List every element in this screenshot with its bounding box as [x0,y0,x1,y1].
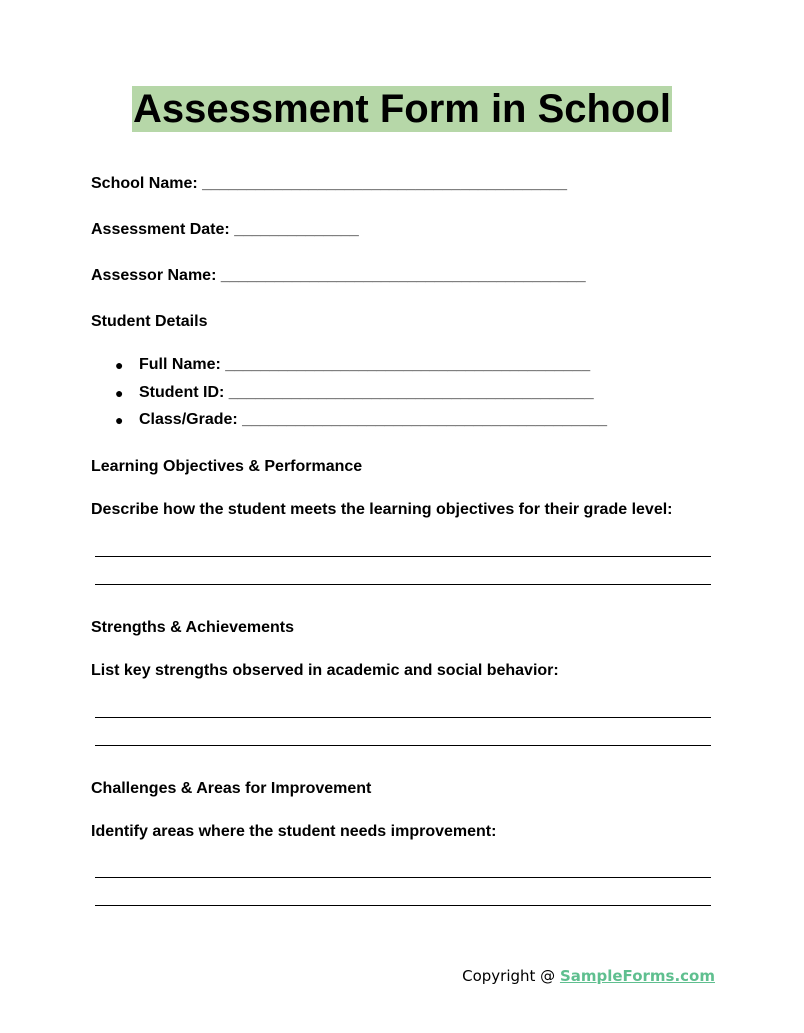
assessment-date-blank[interactable]: ______________ [234,221,359,238]
strengths-prompt: List key strengths observed in academic and social behavior: [91,662,559,679]
list-item-class-grade[interactable] [91,410,607,438]
bullet-icon: ● [115,384,124,401]
list-item-student-id[interactable] [91,383,607,411]
assessment-date-field[interactable] [91,220,359,240]
school-name-label: School Name: [91,175,198,192]
copyright-text: Copyright @ [462,967,560,985]
page-title: Assessment Form in School [133,87,671,131]
answer-line[interactable] [95,584,711,585]
assessor-name-blank[interactable]: _________________________________________ [220,267,586,284]
class-grade-label: Class/Grade: [139,411,238,428]
challenges-heading: Challenges & Areas for Improvement [91,780,372,797]
brand-link[interactable]: SampleForms.com [559,967,715,985]
list-item-full-name[interactable] [91,355,607,383]
bullet-icon: ● [115,357,124,373]
school-name-blank[interactable]: _________________________________________ [202,175,567,192]
full-name-label: Full Name: [139,356,221,373]
assessment-date-label: Assessment Date: [91,221,230,238]
bullet-icon: ● [115,412,124,428]
assessor-name-label: Assessor Name: [91,267,217,284]
strengths-heading: Strengths & Achievements [91,619,295,636]
answer-line[interactable] [95,877,711,878]
answer-line[interactable] [95,745,711,746]
school-name-field[interactable] [91,174,567,194]
learning-objectives-prompt: Describe how the student meets the learning objectives for their grade level: [91,501,673,518]
copyright-footer [462,967,715,985]
student-id-label: Student ID: [139,383,225,401]
answer-line[interactable] [95,717,711,718]
student-details-heading: Student Details [91,313,208,330]
student-details-list [91,355,607,438]
full-name-blank[interactable]: _________________________________________ [225,356,591,373]
class-grade-blank[interactable]: _________________________________________ [242,411,608,428]
learning-objectives-heading: Learning Objectives & Performance [91,458,363,475]
answer-line[interactable] [95,556,711,557]
answer-line[interactable] [95,905,711,906]
assessor-name-field[interactable] [91,266,586,286]
student-id-blank[interactable]: _________________________________________ [228,383,594,401]
challenges-prompt: Identify areas where the student needs improvement: [91,823,497,840]
